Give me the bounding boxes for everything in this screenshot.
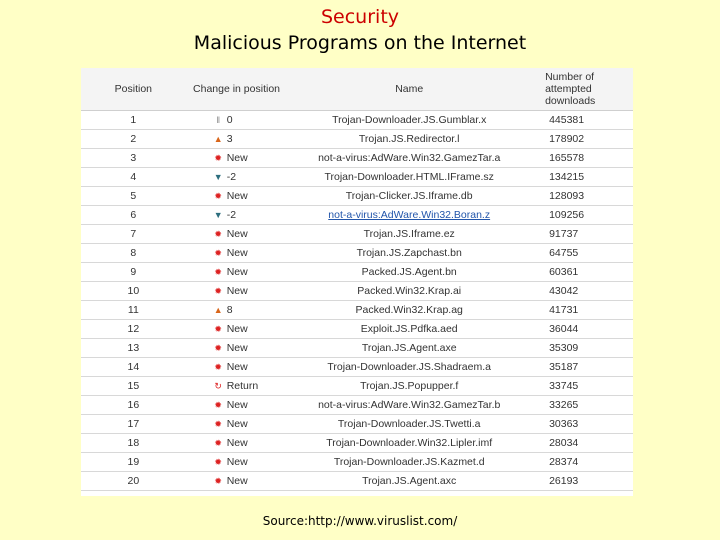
- cell-downloads: 91737: [549, 227, 579, 240]
- new-icon: ✹: [214, 437, 222, 448]
- cell-position: 16: [127, 398, 140, 411]
- cell-change: [186, 376, 288, 395]
- table-row: [81, 262, 633, 281]
- table-row: [81, 281, 633, 300]
- cell-position: 9: [130, 265, 137, 278]
- change-label: New: [226, 322, 248, 335]
- table-row: [81, 338, 633, 357]
- change-label: New: [226, 246, 248, 259]
- malware-table: [81, 68, 633, 491]
- new-icon: ✹: [214, 418, 222, 429]
- header-position: Position: [114, 82, 153, 95]
- cell-change: [186, 452, 288, 471]
- cell-position: 1: [130, 113, 137, 126]
- cell-name: not-a-virus:AdWare.Win32.GamezTar.b: [318, 398, 501, 411]
- cell-position: 5: [130, 189, 137, 202]
- change-label: New: [226, 284, 248, 297]
- cell-position: 15: [127, 379, 140, 392]
- cell-downloads: 134215: [549, 170, 585, 183]
- change-label: New: [226, 398, 248, 411]
- cell-downloads: 30363: [549, 417, 579, 430]
- cell-change: [186, 110, 288, 129]
- cell-change: [186, 395, 288, 414]
- cell-name: Trojan-Downloader.JS.Twetti.a: [337, 417, 481, 430]
- change-label: New: [226, 189, 248, 202]
- cell-name: Trojan.JS.Popupper.f: [360, 379, 459, 392]
- cell-position: 6: [130, 208, 137, 221]
- malware-table-panel: [81, 68, 633, 496]
- cell-downloads: 109256: [549, 208, 585, 221]
- cell-name: Packed.Win32.Krap.ag: [355, 303, 463, 316]
- cell-change: [186, 414, 288, 433]
- cell-name: Trojan-Clicker.JS.Iframe.db: [345, 189, 473, 202]
- cell-name: Trojan-Downloader.JS.Kazmet.d: [333, 455, 485, 468]
- cell-name: Trojan.JS.Zapchast.bn: [356, 246, 462, 259]
- cell-change: [186, 224, 288, 243]
- cell-change: [186, 148, 288, 167]
- cell-name[interactable]: not-a-virus:AdWare.Win32.Boran.z: [328, 208, 491, 221]
- cell-change: [186, 167, 288, 186]
- cell-change: [186, 357, 288, 376]
- cell-change: [186, 433, 288, 452]
- cell-name: Trojan-Downloader.JS.Shadraem.a: [327, 360, 491, 373]
- cell-position: 17: [127, 417, 140, 430]
- cell-name: Trojan.JS.Iframe.ez: [363, 227, 455, 240]
- table-row: [81, 186, 633, 205]
- new-icon: ✹: [214, 475, 222, 486]
- down-arrow-icon: ▼: [213, 171, 223, 182]
- cell-downloads: 33745: [549, 379, 579, 392]
- title-block: [0, 4, 720, 56]
- table-row: [81, 452, 633, 471]
- cell-change: [186, 319, 288, 338]
- table-row: [81, 300, 633, 319]
- change-label: Return: [226, 379, 259, 392]
- cell-downloads: 33265: [549, 398, 579, 411]
- cell-downloads: 35187: [549, 360, 579, 373]
- table-body: [81, 110, 633, 490]
- up-arrow-icon: ▲: [213, 304, 223, 315]
- cell-position: 13: [127, 341, 140, 354]
- cell-downloads: 28034: [549, 436, 579, 449]
- cell-name: Trojan.JS.Redirector.l: [358, 132, 460, 145]
- cell-name: Packed.Win32.Krap.ai: [357, 284, 462, 297]
- table-row: [81, 357, 633, 376]
- table-row: [81, 471, 633, 490]
- change-label: 0: [226, 113, 233, 126]
- cell-change: [186, 471, 288, 490]
- table-row: [81, 433, 633, 452]
- no-change-icon: ‖: [216, 114, 221, 125]
- new-icon: ✹: [214, 285, 222, 296]
- cell-position: 18: [127, 436, 140, 449]
- change-label: 3: [226, 132, 233, 145]
- change-label: New: [226, 151, 248, 164]
- cell-name: Trojan-Downloader.JS.Gumblar.x: [332, 113, 487, 126]
- cell-change: [186, 281, 288, 300]
- new-icon: ✹: [214, 190, 222, 201]
- table-row: [81, 224, 633, 243]
- change-label: -2: [226, 208, 237, 221]
- cell-position: 11: [127, 303, 139, 316]
- return-icon: ↻: [214, 380, 222, 391]
- cell-name: not-a-virus:AdWare.Win32.GamezTar.a: [318, 151, 501, 164]
- change-label: 8: [226, 303, 233, 316]
- new-icon: ✹: [214, 399, 222, 410]
- cell-downloads: 128093: [549, 189, 585, 202]
- change-label: -2: [226, 170, 237, 183]
- table-row: [81, 205, 633, 224]
- cell-position: 19: [127, 455, 140, 468]
- cell-name: Trojan-Downloader.HTML.IFrame.sz: [324, 170, 494, 183]
- table-row: [81, 243, 633, 262]
- cell-downloads: 178902: [549, 132, 585, 145]
- cell-name: Trojan-Downloader.Win32.Lipler.imf: [326, 436, 493, 449]
- cell-name: Trojan.JS.Agent.axc: [362, 474, 457, 487]
- slide-title: Security: [320, 6, 400, 28]
- new-icon: ✹: [214, 456, 222, 467]
- cell-downloads: 35309: [549, 341, 579, 354]
- cell-downloads: 41731: [549, 303, 579, 316]
- cell-position: 2: [130, 132, 137, 145]
- table-header-row: [81, 68, 633, 110]
- new-icon: ✹: [214, 323, 222, 334]
- cell-downloads: 60361: [549, 265, 579, 278]
- cell-name: Trojan.JS.Agent.axe: [361, 341, 457, 354]
- change-label: New: [226, 436, 248, 449]
- cell-downloads: 28374: [549, 455, 579, 468]
- new-icon: ✹: [214, 152, 222, 163]
- cell-change: [186, 300, 288, 319]
- new-icon: ✹: [214, 228, 222, 239]
- change-label: New: [226, 474, 248, 487]
- cell-downloads: 36044: [549, 322, 579, 335]
- table-row: [81, 110, 633, 129]
- table-row: [81, 129, 633, 148]
- cell-downloads: 43042: [549, 284, 579, 297]
- cell-change: [186, 338, 288, 357]
- cell-position: 20: [127, 474, 140, 487]
- down-arrow-icon: ▼: [213, 209, 223, 220]
- change-label: New: [226, 227, 248, 240]
- cell-position: 12: [127, 322, 140, 335]
- cell-change: [186, 129, 288, 148]
- table-row: [81, 395, 633, 414]
- cell-change: [186, 243, 288, 262]
- header-change: Change in position: [193, 82, 280, 95]
- header-downloads: Number of attempted downloads: [545, 70, 596, 107]
- cell-name: Packed.JS.Agent.bn: [361, 265, 457, 278]
- table-row: [81, 376, 633, 395]
- cell-change: [186, 205, 288, 224]
- change-label: New: [226, 265, 248, 278]
- cell-position: 8: [130, 246, 137, 259]
- new-icon: ✹: [214, 361, 222, 372]
- change-label: New: [226, 341, 248, 354]
- cell-downloads: 64755: [549, 246, 579, 259]
- new-icon: ✹: [214, 342, 222, 353]
- cell-downloads: 26193: [549, 474, 579, 487]
- cell-change: [186, 262, 288, 281]
- table-row: [81, 148, 633, 167]
- cell-position: 14: [127, 360, 140, 373]
- change-label: New: [226, 360, 248, 373]
- up-arrow-icon: ▲: [213, 133, 223, 144]
- change-label: New: [226, 455, 248, 468]
- cell-change: [186, 186, 288, 205]
- cell-position: 4: [130, 170, 137, 183]
- new-icon: ✹: [214, 247, 222, 258]
- cell-name: Exploit.JS.Pdfka.aed: [360, 322, 458, 335]
- change-label: New: [226, 417, 248, 430]
- cell-position: 7: [130, 227, 137, 240]
- table-row: [81, 319, 633, 338]
- cell-downloads: 445381: [549, 113, 585, 126]
- cell-position: 10: [127, 284, 140, 297]
- table-row: [81, 414, 633, 433]
- source-caption: Source:http://www.viruslist.com/: [262, 514, 458, 528]
- cell-downloads: 165578: [549, 151, 585, 164]
- slide-subtitle: Malicious Programs on the Internet: [193, 32, 527, 54]
- table-row: [81, 167, 633, 186]
- new-icon: ✹: [214, 266, 222, 277]
- cell-position: 3: [130, 151, 137, 164]
- header-name: Name: [395, 82, 424, 95]
